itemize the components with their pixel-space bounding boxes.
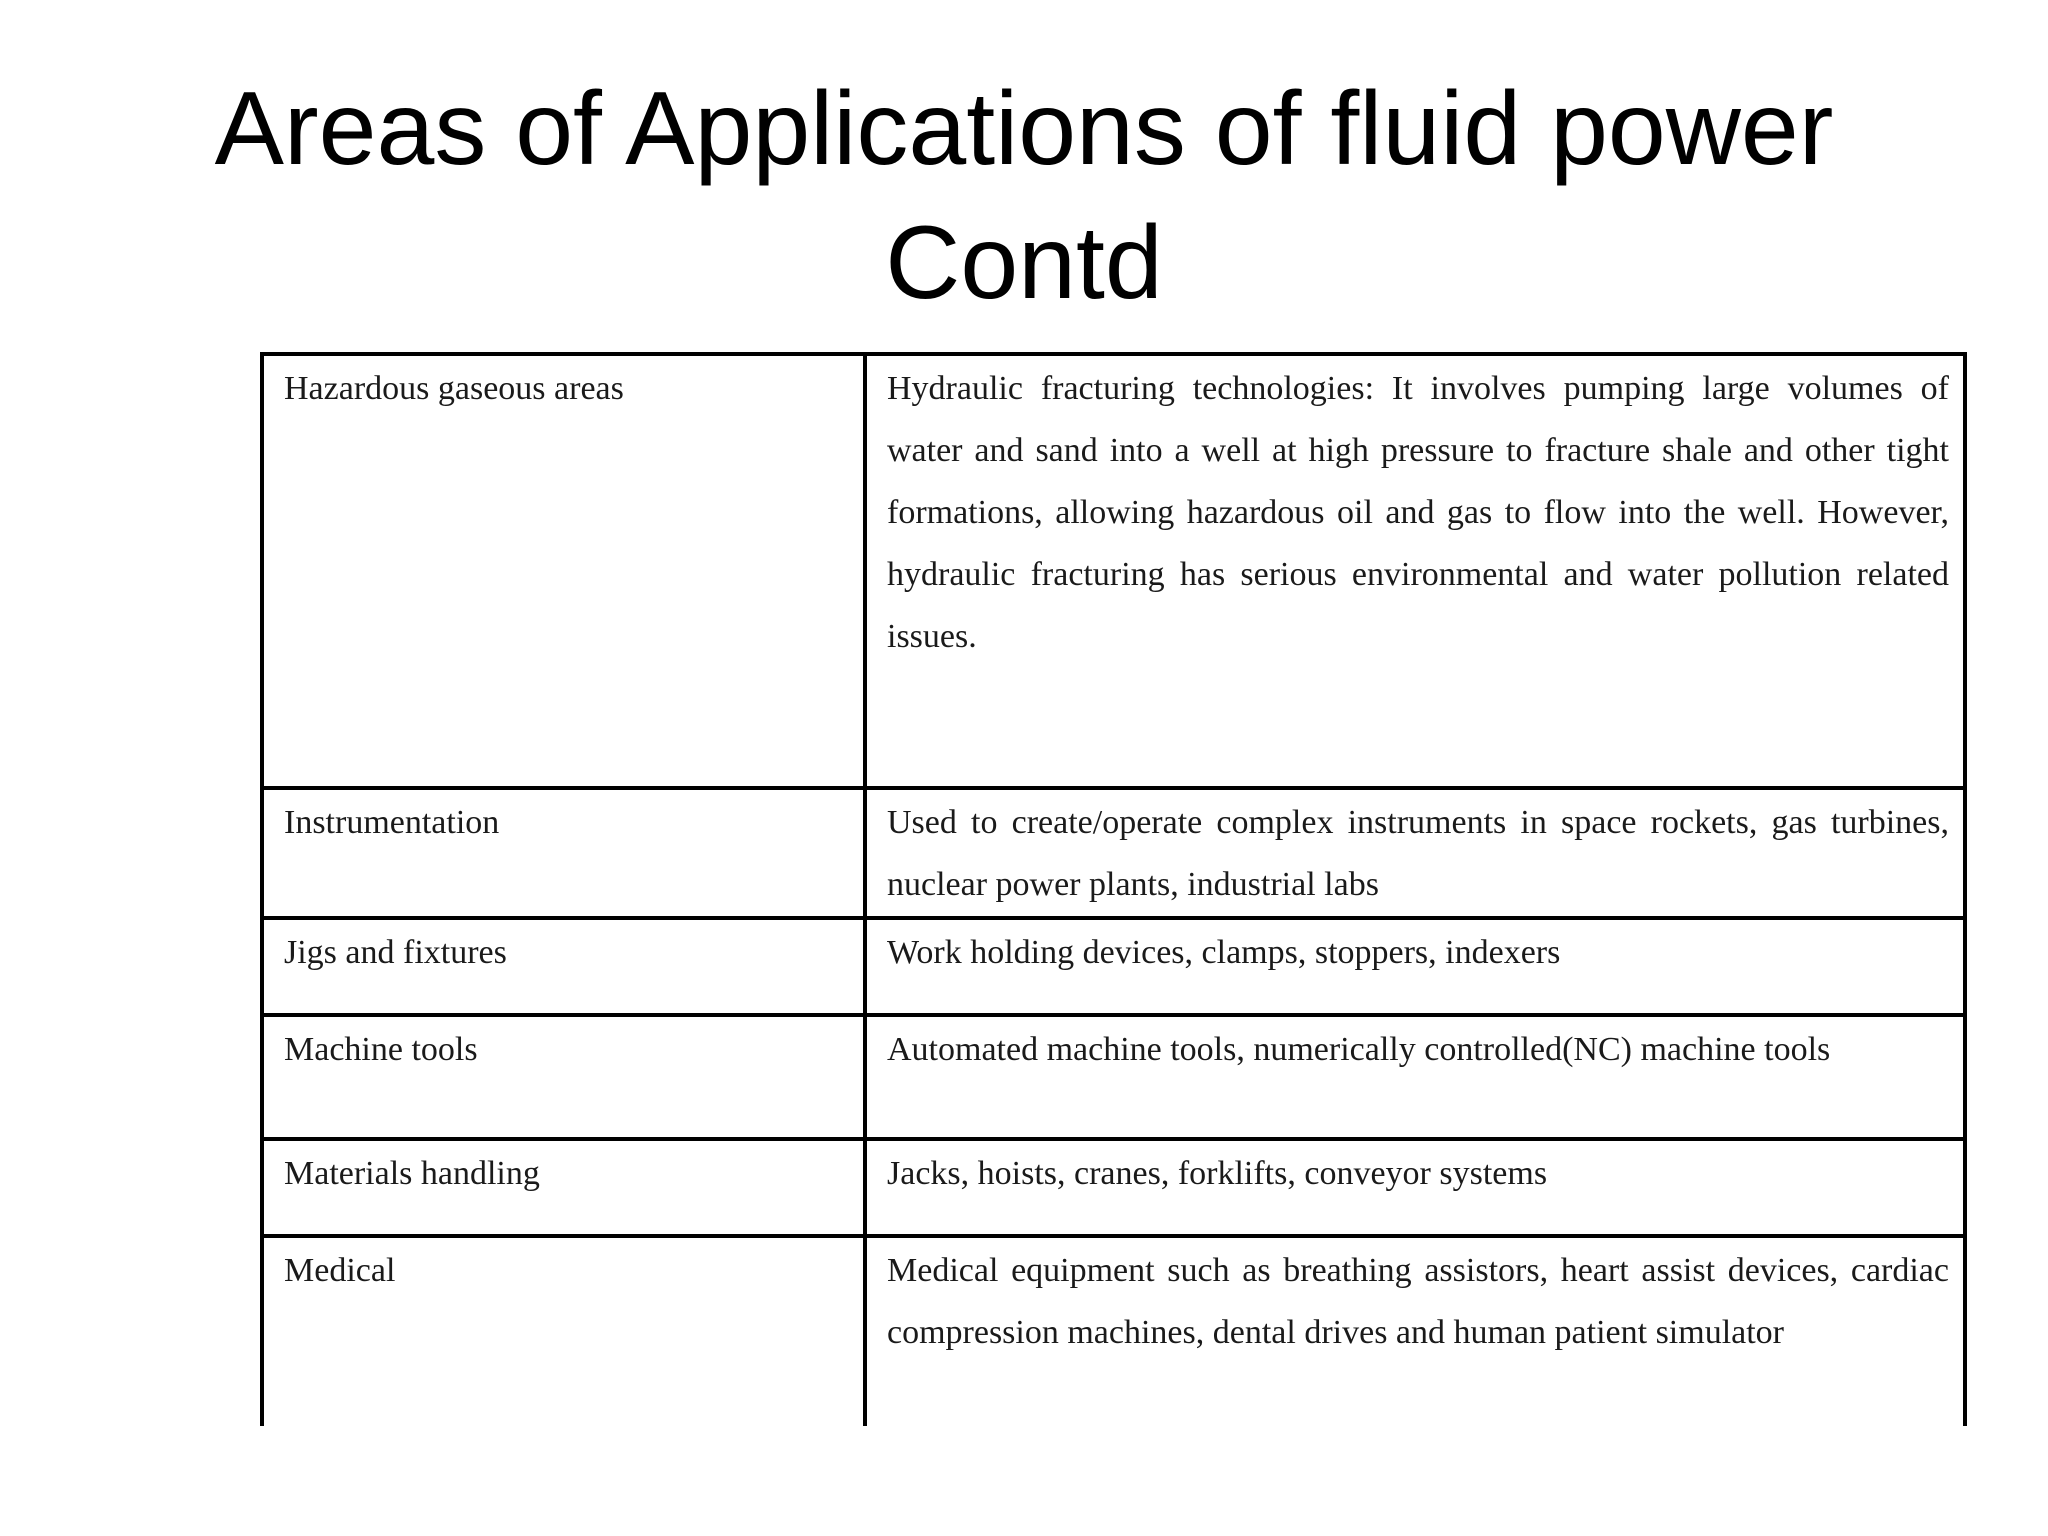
area-cell: Materials handling: [264, 1139, 865, 1236]
table-row: [264, 1015, 1963, 1139]
slide-title-line-2: Contd: [885, 205, 1163, 321]
area-cell: Machine tools: [264, 1015, 865, 1139]
table-row: [264, 356, 1963, 788]
area-cell: Jigs and fixtures: [264, 918, 865, 1015]
slide-title: [0, 62, 2048, 330]
description-cell: Jacks, hoists, cranes, forklifts, conveyor systems: [865, 1139, 1963, 1236]
table-row: [264, 788, 1963, 918]
area-cell: Hazardous gaseous areas: [264, 356, 865, 788]
description-cell: Medical equipment such as breathing assistors, heart assist devices, cardiac compression machines, dental drives and human patient simulator: [865, 1236, 1963, 1426]
table-row: [264, 1139, 1963, 1236]
description-cell: Used to create/operate complex instruments in space rockets, gas turbines, nuclear power plants, industrial labs: [865, 788, 1963, 918]
description-cell: Hydraulic fracturing technologies: It involves pumping large volumes of water and sand into a well at high pressure to fracture shale and other tight formations, allowing hazardous oil and gas to flow into the well. However, hydraulic fracturing has serious environmental and water pollution related issues.: [865, 356, 1963, 788]
description-cell: Automated machine tools, numerically controlled(NC) machine tools: [865, 1015, 1963, 1139]
table-row: [264, 1236, 1963, 1426]
table-row: [264, 918, 1963, 1015]
applications-table: [260, 352, 1967, 1426]
area-cell: Instrumentation: [264, 788, 865, 918]
description-cell: Work holding devices, clamps, stoppers, indexers: [865, 918, 1963, 1015]
slide-title-line-1: Areas of Applications of fluid power: [214, 71, 1834, 187]
area-cell: Medical: [264, 1236, 865, 1426]
